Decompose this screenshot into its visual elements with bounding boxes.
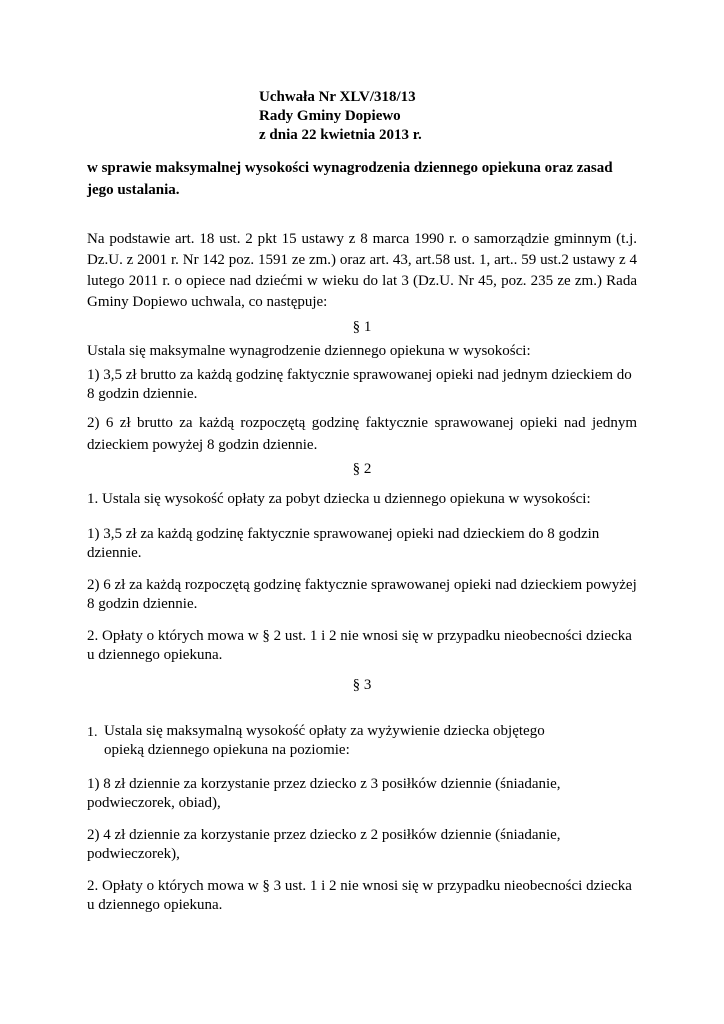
section-3-point-1-number: 1. [87, 725, 98, 740]
section-1-intro: Ustala się maksymalne wynagrodzenie dziennego opiekuna w wysokości: [87, 343, 531, 359]
resolution-number: Uchwała Nr XLV/318/13 [259, 89, 416, 105]
section-2-item-2: 2) 6 zł za każdą rozpoczętą godzinę faktycznie sprawowanej opieki nad dzieckiem powyżej 8 godzin dziennie. [87, 577, 637, 612]
resolution-date: z dnia 22 kwietnia 2013 r. [259, 127, 422, 143]
section-1-item-2: 2) 6 zł brutto za każdą rozpoczętą godzinę faktycznie sprawowanej opieki nad jednym dzieckiem powyżej 8 godzin dziennie. [87, 415, 637, 453]
preamble-paragraph: Na podstawie art. 18 ust. 2 pkt 15 ustawy z 8 marca 1990 r. o samorządzie gminnym (t.j. Dz.U. z 2001 r. Nr 142 poz. 1591 ze zm.) oraz art. 43, art.58 ust. 1, art.. 59 ust.2 ustawy z 4 lutego 2011 r. o opiece nad dziećmi w wieku do lat 3 (Dz.U. Nr 45, poz. 235 ze zm.) Rada Gminy Dopiewo uchwala, co następuje: [87, 231, 637, 310]
section-3-item-1: 1) 8 zł dziennie za korzystanie przez dziecko z 3 posiłków dziennie (śniadanie, podwieczorek, obiad), [87, 776, 561, 811]
section-2-point-2: 2. Opłaty o których mowa w § 2 ust. 1 i 2 nie wnosi się w przypadku nieobecności dziecka u dziennego opiekuna. [87, 628, 632, 663]
section-2-heading: § 2 [352, 461, 372, 477]
section-3-item-2: 2) 4 zł dziennie za korzystanie przez dziecko z 2 posiłków dziennie (śniadanie, podwieczorek), [87, 827, 561, 862]
section-3-point-2: 2. Opłaty o których mowa w § 3 ust. 1 i 2 nie wnosi się w przypadku nieobecności dziecka u dziennego opiekuna. [87, 878, 632, 913]
section-2-item-1: 1) 3,5 zł za każdą godzinę faktycznie sprawowanej opieki nad dzieckiem do 8 godzin dziennie. [87, 526, 600, 561]
section-1-heading: § 1 [352, 319, 372, 335]
section-3-point-1: Ustala się maksymalną wysokość opłaty za wyżywienie dziecka objętego opieką dziennego opiekuna na poziomie: [104, 723, 545, 758]
section-3-heading: § 3 [352, 677, 372, 693]
council-name: Rady Gminy Dopiewo [259, 108, 401, 124]
section-1-item-1: 1) 3,5 zł brutto za każdą godzinę faktycznie sprawowanej opieki nad jednym dzieckiem do 8 godzin dziennie. [87, 367, 632, 402]
section-2-point-1: 1. Ustala się wysokość opłaty za pobyt dziecka u dziennego opiekuna w wysokości: [87, 491, 591, 507]
resolution-subject: w sprawie maksymalnej wysokości wynagrodzenia dziennego opiekuna oraz zasad jego ustalania. [87, 160, 613, 198]
